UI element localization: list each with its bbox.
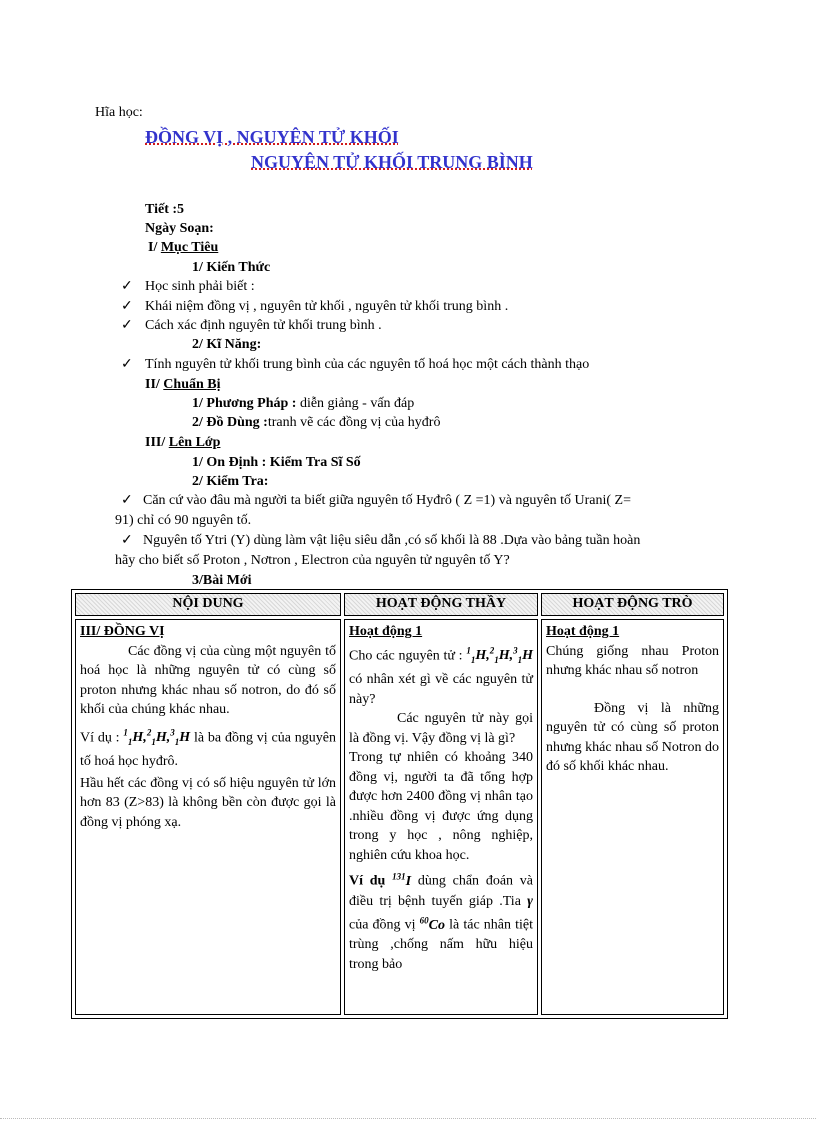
- teacher-example: Ví dụ $^{131}$I dùng chẩn đoán và điều trị bệnh tuyến giáp .Tia γ của đồng vị $^{60}$Co là tác nhân tiệt trùng ,chống nấm hữu hiệu trong bảo: [349, 871, 534, 972]
- prep-date: Ngày Soạn:: [145, 221, 214, 236]
- content-radioactive: Hầu hết các đồng vị có số hiệu nguyên tử lớn hơn 83 (Z>83) là không bền còn được gọi là đồng vị phóng xạ.: [80, 775, 336, 830]
- check-icon: ✓: [121, 279, 133, 294]
- subject-label: Hĩa học:: [95, 105, 143, 120]
- skills-heading: 2/ Kĩ Năng:: [192, 337, 262, 352]
- title-line-1: ĐỒNG VỊ , NGUYÊN TỬ KHỐI: [145, 127, 399, 147]
- teacher-question-2: Các nguyên tử này gọi là đồng vị. Vậy đồng vị là gì?: [349, 711, 533, 746]
- question-1-line-2: 91) chỉ có 90 nguyên tố.: [115, 513, 252, 528]
- check-icon: ✓: [121, 493, 133, 508]
- table-header-content: NỘI DUNG: [75, 593, 341, 616]
- method-line: 1/ Phương Pháp : diễn giảng - vấn đáp: [192, 396, 415, 411]
- section-2-heading: II/ Chuẩn Bị: [145, 377, 221, 392]
- title-line-2: NGUYÊN TỬ KHỐI TRUNG BÌNH: [251, 152, 533, 172]
- content-column: [75, 619, 341, 1015]
- check-icon: ✓: [121, 299, 133, 314]
- stabilize-heading: 1/ On Định : Kiểm Tra Sĩ Số: [192, 455, 361, 470]
- iodine-isotope: $^{131}$I: [392, 871, 412, 890]
- hydrogen-isotopes-formula: $^1_1$H,$^2_1$H,$^3_1$H: [466, 645, 534, 665]
- check-icon: ✓: [121, 533, 133, 548]
- knowledge-item: Cách xác định nguyên tử khối trung bình .: [145, 318, 382, 333]
- teacher-heading: Hoạt động 1: [349, 624, 423, 639]
- skills-item: Tính nguyên tử khối trung bình của các nguyên tố hoá học một cách thành thạo: [145, 357, 590, 372]
- cobalt-isotope: $^{60}$Co: [419, 915, 446, 933]
- lesson-number: Tiết :5: [145, 202, 185, 217]
- content-definition: Các đồng vị của cùng một nguyên tố hoá học là những nguyên tử có cùng số proton nhưng khác nhau số notron, do đó số khối của chúng khác nhau.: [80, 643, 336, 717]
- question-2-line-2: hãy cho biết số Proton , Nơtron , Electron của nguyên tử nguyên tố Y?: [115, 553, 510, 568]
- teacher-column: [344, 619, 538, 1015]
- student-answer-1: Chúng giống nhau Proton nhưng khác nhau số notron: [546, 643, 719, 678]
- gamma-symbol: γ: [527, 893, 533, 909]
- new-lesson-heading: 3/Bài Mới: [192, 573, 252, 588]
- section-3-heading: III/ Lên Lớp: [145, 435, 221, 450]
- teacher-question-1: Cho các nguyên tử : $^1_1$H,$^2_1$H,$^3_1$H có nhân xét gì về các nguyên tử này?: [349, 645, 534, 707]
- knowledge-heading: 1/ Kiến Thức: [192, 260, 271, 275]
- check-icon: ✓: [121, 357, 133, 372]
- check-heading: 2/ Kiểm Tra:: [192, 474, 269, 489]
- knowledge-item: Khái niệm đồng vị , nguyên tử khối , nguyên tử khối trung bình .: [145, 299, 509, 314]
- table-header-student: HOẠT ĐỘNG TRÒ: [541, 593, 724, 616]
- content-example: Ví dụ : $^1_1$H,$^2_1$H,$^3_1$H là ba đồng vị của nguyên tố hoá học hyđrô.: [80, 727, 336, 770]
- page-bottom-divider: [0, 1118, 816, 1119]
- student-heading: Hoạt động 1: [546, 624, 620, 639]
- materials-line: 2/ Đồ Dùng :tranh vẽ các đồng vị của hyđrô: [192, 415, 441, 430]
- student-answer-2: Đồng vị là những nguyên tử có cùng số proton nhưng khác nhau số Notron do đó số khối khác nhau.: [546, 700, 719, 774]
- question-1-line-1: Căn cứ vào đâu mà người ta biết giữa nguyên tố Hyđrô ( Z =1) và nguyên tố Urani( Z=: [143, 493, 632, 508]
- check-icon: ✓: [121, 318, 133, 333]
- content-heading: III/ ĐỒNG VỊ: [80, 624, 165, 639]
- hydrogen-isotopes-formula: $^1_1$H,$^2_1$H,$^3_1$H: [123, 727, 191, 747]
- table-header-teacher: HOẠT ĐỘNG THẦY: [344, 593, 538, 616]
- knowledge-item: Học sinh phải biết :: [145, 279, 255, 294]
- question-2-line-1: Nguyên tố Ytri (Y) dùng làm vật liệu siêu dẫn ,có số khối là 88 .Dựa vào bảng tuần hoàn: [143, 533, 641, 548]
- lesson-table: [71, 589, 728, 1019]
- section-1-heading: I/ Mục Tiêu: [148, 240, 219, 255]
- teacher-fact: Trong tự nhiên có khoảng 340 đồng vị, người ta đã tổng hợp được hơn 2400 đồng vị nhân tạo .nhiều đồng vị được ứng dụng trong y học , nông nghiệp, nghiên cứu khoa học.: [349, 750, 533, 863]
- student-column: [541, 619, 724, 1015]
